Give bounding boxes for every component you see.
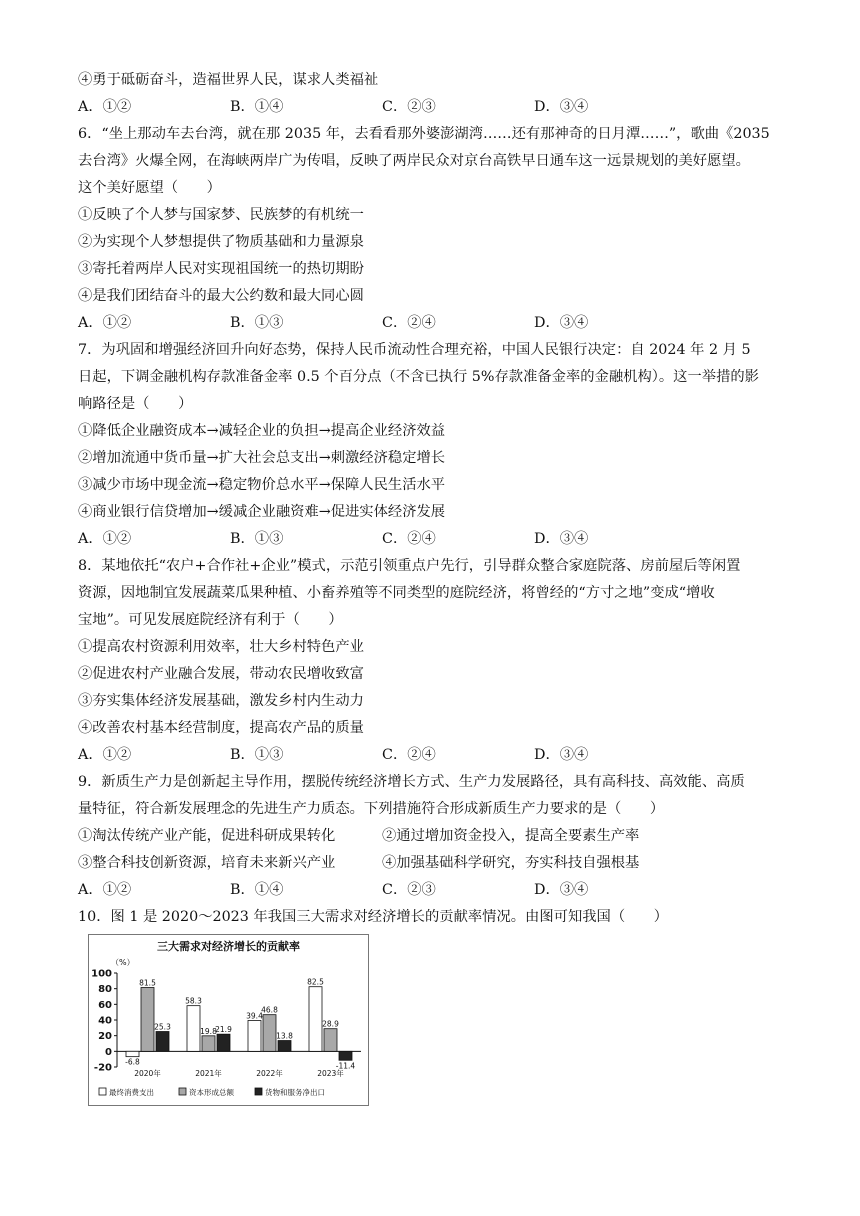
y-tick-label: 60 (98, 999, 112, 1011)
q9-statement-2: ②通过增加资金投入，提高全要素生产率 (382, 828, 640, 844)
bar-3 (217, 1034, 230, 1051)
q9-statement-1: ①淘汰传统产业产能，促进科研成果转化 (78, 828, 336, 844)
q9-stem-line1: 9．新质生产力是创新起主导作用，摆脱传统经济增长方式、生产力发展路径，具有高科技、高效能、高质 (78, 774, 745, 790)
option-d[interactable]: D．③④ (534, 315, 589, 331)
data-label: -11.4 (335, 1061, 356, 1071)
bar-3 (156, 1032, 169, 1052)
q8-answer-options (78, 745, 798, 765)
q7-statement-1: ①降低企业融资成本→减轻企业的负担→提高企业经济效益 (78, 423, 446, 439)
q8-statement-1: ①提高农村资源利用效率，壮大乡村特色产业 (78, 639, 364, 655)
option-d[interactable]: D．③④ (534, 747, 589, 763)
option-b[interactable]: B．①③ (230, 315, 284, 331)
q6-stem-line3: 这个美好愿望（ ） (78, 180, 221, 196)
q7-stem-line2: 日起，下调金融机构存款准备金率 0.5 个百分点（不含已执行 5%存款准备金率的金融机构）。这一举措的影 (78, 369, 759, 385)
y-tick-label: 100 (91, 968, 112, 980)
y-axis-unit: （%） (111, 958, 135, 967)
legend-label: 最终消费支出 (109, 1088, 154, 1097)
option-b[interactable]: B．①④ (230, 882, 284, 898)
q9-stem-line2: 量特征，符合新发展理念的先进生产力质态。下列措施符合形成新质生产力要求的是（ ） (78, 801, 665, 817)
q8-statement-2: ②促进农村产业融合发展，带动农民增收致富 (78, 666, 364, 682)
q7-statement-4: ④商业银行信贷增加→缓减企业融资难→促进实体经济发展 (78, 504, 446, 520)
y-tick-label: 40 (98, 1015, 112, 1027)
q5-option-4: ④勇于砥砺奋斗，造福世界人民，谋求人类福祉 (78, 72, 379, 88)
legend-label: 货物和服务净出口 (265, 1088, 325, 1097)
bar-2 (324, 1029, 337, 1052)
x-tick-label: 2023年 (317, 1069, 344, 1078)
q6-statement-1: ①反映了个人梦与国家梦、民族梦的有机统一 (78, 207, 364, 223)
data-label: 58.3 (185, 996, 202, 1006)
bar-2 (141, 987, 154, 1051)
q9-statements-row2 (78, 853, 640, 873)
option-b[interactable]: B．①③ (230, 747, 284, 763)
bar-1 (248, 1020, 261, 1051)
option-c[interactable]: C．②③ (382, 99, 436, 115)
y-tick-label: 0 (105, 1046, 112, 1058)
option-d[interactable]: D．③④ (534, 531, 589, 547)
q6-stem-line2: 去台湾》火爆全网，在海峡两岸广为传唱，反映了两岸民众对京台高铁早日通车这一远景规划的美好愿望。 (78, 153, 750, 169)
q7-statement-3: ③减少市场中现金流→稳定物价总水平→保障人民生活水平 (78, 477, 446, 493)
data-label: 25.3 (154, 1022, 171, 1032)
data-label: 81.5 (139, 978, 156, 988)
contribution-bar-chart (88, 934, 369, 1106)
bar-3 (278, 1041, 291, 1052)
q6-statement-4: ④是我们团结奋斗的最大公约数和最大同心圆 (78, 288, 364, 304)
option-b[interactable]: B．①④ (230, 99, 284, 115)
q5-answer-options (78, 97, 798, 117)
q9-answer-options (78, 880, 798, 900)
x-tick-label: 2022年 (256, 1069, 283, 1078)
data-label: 13.8 (276, 1031, 293, 1041)
q7-stem-line3: 响路径是（ ） (78, 396, 193, 412)
option-d[interactable]: D．③④ (534, 99, 589, 115)
data-label: 28.9 (322, 1019, 339, 1029)
q7-stem-line1: 7．为巩固和增强经济回升向好态势，保持人民币流动性合理充裕，中国人民银行决定：自 2024 年 2 月 5 (78, 342, 751, 358)
chart-title: 三大需求对经济增长的贡献率 (157, 940, 300, 953)
bar-3 (339, 1051, 352, 1060)
x-tick-label: 2020年 (134, 1069, 161, 1078)
y-tick-label: 20 (98, 1031, 112, 1043)
option-d[interactable]: D．③④ (534, 882, 589, 898)
option-a[interactable]: A．①② (78, 747, 132, 763)
q8-stem-line3: 宝地”。可见发展庭院经济有利于（ ） (78, 612, 343, 628)
bar-1 (309, 987, 322, 1052)
data-label: 82.5 (307, 977, 324, 987)
bar-2 (202, 1036, 215, 1052)
q7-answer-options (78, 529, 798, 549)
q8-stem-line2: 资源，因地制宜发展蔬菜瓜果种植、小畜养殖等不同类型的庭院经济，将曾经的“方寸之地”变成“增收 (78, 585, 715, 601)
legend-swatch (99, 1088, 106, 1095)
data-label: 21.9 (215, 1025, 232, 1035)
q9-statements-row1 (78, 826, 640, 846)
data-label: 46.8 (261, 1005, 278, 1015)
option-c[interactable]: C．②④ (382, 531, 436, 547)
legend-swatch (255, 1088, 262, 1095)
x-tick-label: 2021年 (195, 1069, 222, 1078)
option-a[interactable]: A．①② (78, 99, 132, 115)
option-a[interactable]: A．①② (78, 315, 132, 331)
q10-stem: 10．图 1 是 2020～2023 年我国三大需求对经济增长的贡献率情况。由图可知我国（ ） (78, 909, 669, 925)
option-b[interactable]: B．①③ (230, 531, 284, 547)
q6-statement-2: ②为实现个人梦想提供了物质基础和力量源泉 (78, 234, 364, 250)
q6-answer-options (78, 313, 798, 333)
data-label: 39.4 (246, 1011, 263, 1021)
q9-statement-4: ④加强基础科学研究，夯实科技自强根基 (382, 855, 640, 871)
option-a[interactable]: A．①② (78, 882, 132, 898)
option-c[interactable]: C．②③ (382, 882, 436, 898)
y-tick-label: 80 (98, 984, 112, 996)
data-label: -6.8 (125, 1057, 140, 1067)
q6-statement-3: ③寄托着两岸人民对实现祖国统一的热切期盼 (78, 261, 364, 277)
q6-stem-line1: 6．“坐上那动车去台湾，就在那 2035 年，去看看那外婆澎湖湾……还有那神奇的日月潭……”，歌曲《2035 (78, 126, 770, 142)
data-label: 19.8 (200, 1026, 217, 1036)
bar-1 (187, 1006, 200, 1052)
option-c[interactable]: C．②④ (382, 747, 436, 763)
chart-canvas (89, 935, 368, 1105)
q8-statement-3: ③夯实集体经济发展基础，激发乡村内生动力 (78, 693, 364, 709)
option-c[interactable]: C．②④ (382, 315, 436, 331)
bar-2 (263, 1015, 276, 1052)
q7-statement-2: ②增加流通中货币量→扩大社会总支出→刺激经济稳定增长 (78, 450, 446, 466)
y-tick-label: -20 (93, 1062, 112, 1074)
q9-statement-3: ③整合科技创新资源，培育未来新兴产业 (78, 855, 336, 871)
bar-1 (126, 1051, 139, 1056)
option-a[interactable]: A．①② (78, 531, 132, 547)
legend-label: 资本形成总额 (189, 1088, 234, 1097)
legend-swatch (179, 1088, 186, 1095)
q8-statement-4: ④改善农村基本经营制度，提高农产品的质量 (78, 720, 364, 736)
q8-stem-line1: 8．某地依托“农户+合作社+企业”模式，示范引领重点户先行，引导群众整合家庭院落、房前屋后等闲置 (78, 558, 741, 574)
